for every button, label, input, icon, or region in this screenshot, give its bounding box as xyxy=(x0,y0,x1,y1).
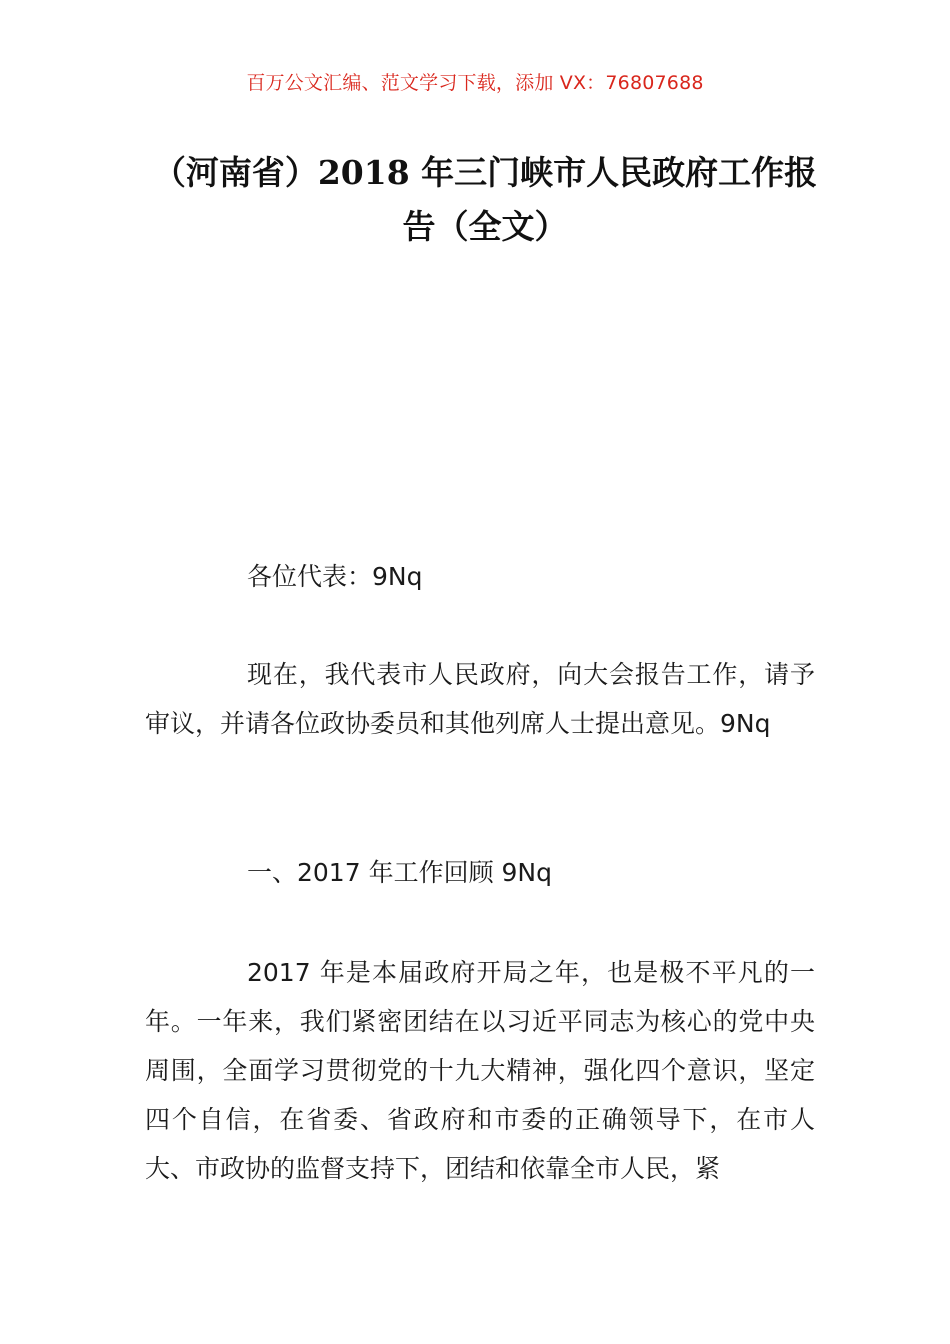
paragraph-intro: 现在，我代表市人民政府，向大会报告工作，请予审议，并请各位政协委员和其他列席人士提出意见。9Nq xyxy=(145,660,815,738)
header-watermark-note: 百万公文汇编、范文学习下载，添加 VX：76807688 xyxy=(246,72,704,94)
paragraph-review: 2017 年是本届政府开局之年，也是极不平凡的一年。一年来，我们紧密团结在以习近平同志为核心的党中央周围，全面学习贯彻党的十九大精神，强化四个意识，坚定四个自信，在省委、省政府和市委的正确领导下，在市人大、市政协的监督支持下，团结和依靠全市人民，紧 xyxy=(145,958,815,1183)
salutation: 各位代表：9Nq xyxy=(247,562,423,591)
document-title: （河南省）2018 年三门峡市人民政府工作报告（全文） xyxy=(152,153,818,246)
section-heading: 一、2017 年工作回顾 9Nq xyxy=(247,858,552,887)
